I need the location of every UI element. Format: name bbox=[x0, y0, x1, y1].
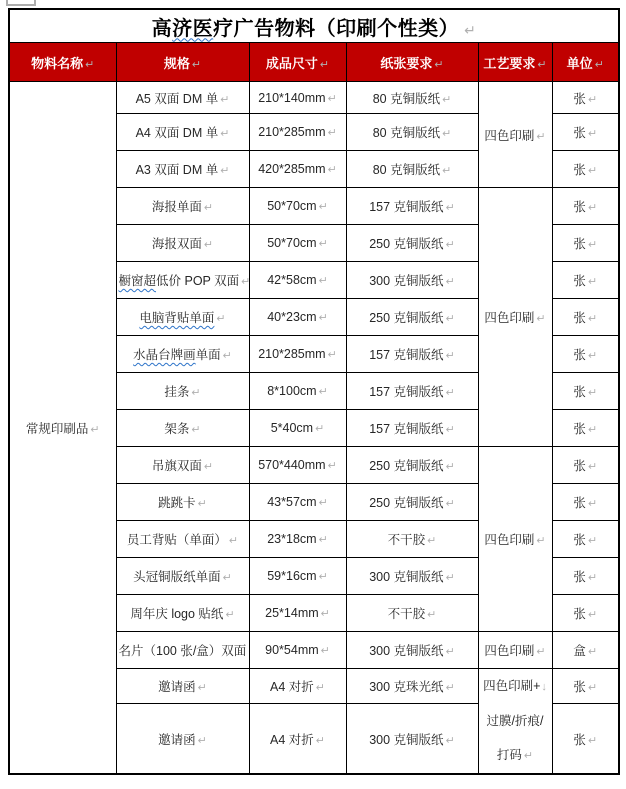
spec-cell: 橱窗超低价 POP 双面 ↵ bbox=[116, 262, 249, 299]
size-cell: A4 对折 ↵ bbox=[249, 669, 346, 704]
paper-cell: 80 克铜版纸 ↵ bbox=[346, 82, 478, 114]
size-cell: 42*58cm ↵ bbox=[249, 262, 346, 299]
paper-cell: 250 克铜版纸 ↵ bbox=[346, 484, 478, 521]
spec-cell: 海报双面 ↵ bbox=[116, 225, 249, 262]
process-cell: 四色印刷+ ↓过膜/折痕/打码 ↵ bbox=[478, 669, 552, 775]
process-cell: 四色印刷 ↵ bbox=[478, 82, 552, 188]
title-text-pre: 高 bbox=[151, 17, 173, 40]
spec-cell: 海报单面 ↵ bbox=[116, 188, 249, 225]
unit-cell: 张 ↵ bbox=[552, 225, 619, 262]
size-cell: 50*70cm ↵ bbox=[249, 225, 346, 262]
spec-cell: 吊旗双面 ↵ bbox=[116, 447, 249, 484]
unit-cell: 张 ↵ bbox=[552, 262, 619, 299]
unit-cell: 张 ↵ bbox=[552, 82, 619, 114]
size-cell: 43*57cm ↵ bbox=[249, 484, 346, 521]
spec-cell: 头冠铜版纸单面 ↵ bbox=[116, 558, 249, 595]
unit-cell: 张 ↵ bbox=[552, 299, 619, 336]
paper-cell: 157 克铜版纸 ↵ bbox=[346, 410, 478, 447]
title-text-wavy: 济医 bbox=[172, 17, 214, 40]
size-cell: 25*14mm ↵ bbox=[249, 595, 346, 632]
spec-cell: A5 双面 DM 单 ↵ bbox=[116, 82, 249, 114]
column-header-size: 成品尺寸 ↵ bbox=[249, 43, 346, 82]
size-cell: 210*285mm ↵ bbox=[249, 114, 346, 151]
size-cell: 23*18cm ↵ bbox=[249, 521, 346, 558]
spec-cell: 名片（100 张/盒）双面 ↵ bbox=[116, 632, 249, 669]
spec-cell: 电脑背贴单面 ↵ bbox=[116, 299, 249, 336]
paper-cell: 300 克珠光纸 ↵ bbox=[346, 669, 478, 704]
spec-cell: 员工背贴（单面） ↵ bbox=[116, 521, 249, 558]
spec-cell: 邀请函 ↵ bbox=[116, 704, 249, 774]
column-header-paper: 纸张要求 ↵ bbox=[346, 43, 478, 82]
paper-cell: 300 克铜版纸 ↵ bbox=[346, 632, 478, 669]
paper-cell: 250 克铜版纸 ↵ bbox=[346, 447, 478, 484]
process-cell: 四色印刷 ↵ bbox=[478, 632, 552, 669]
paper-cell: 不干胶 ↵ bbox=[346, 521, 478, 558]
size-cell: 40*23cm ↵ bbox=[249, 299, 346, 336]
table-header-row bbox=[9, 43, 619, 82]
unit-cell: 张 ↵ bbox=[552, 484, 619, 521]
materials-table bbox=[8, 8, 620, 775]
unit-cell: 张 ↵ bbox=[552, 669, 619, 704]
unit-cell: 张 ↵ bbox=[552, 521, 619, 558]
size-cell: 5*40cm ↵ bbox=[249, 410, 346, 447]
spec-cell: 架条 ↵ bbox=[116, 410, 249, 447]
spec-cell: A3 双面 DM 单 ↵ bbox=[116, 151, 249, 188]
table-row bbox=[9, 82, 619, 114]
spec-cell: 挂条 ↵ bbox=[116, 373, 249, 410]
paper-cell: 250 克铜版纸 ↵ bbox=[346, 225, 478, 262]
table-title bbox=[9, 9, 619, 43]
spec-cell: A4 双面 DM 单 ↵ bbox=[116, 114, 249, 151]
spec-cell: 邀请函 ↵ bbox=[116, 669, 249, 704]
size-cell: 8*100cm ↵ bbox=[249, 373, 346, 410]
size-cell: 50*70cm ↵ bbox=[249, 188, 346, 225]
paper-cell: 80 克铜版纸 ↵ bbox=[346, 114, 478, 151]
column-header-spec: 规格 ↵ bbox=[116, 43, 249, 82]
unit-cell: 张 ↵ bbox=[552, 151, 619, 188]
column-header-unit: 单位 ↵ bbox=[552, 43, 619, 82]
paper-cell: 300 克铜版纸 ↵ bbox=[346, 558, 478, 595]
spec-cell: 跳跳卡 ↵ bbox=[116, 484, 249, 521]
unit-cell: 张 ↵ bbox=[552, 188, 619, 225]
paper-cell: 157 克铜版纸 ↵ bbox=[346, 188, 478, 225]
table-row bbox=[9, 9, 619, 43]
size-cell: 210*140mm ↵ bbox=[249, 82, 346, 114]
spec-cell: 周年庆 logo 贴纸 ↵ bbox=[116, 595, 249, 632]
unit-cell: 盒 ↵ bbox=[552, 632, 619, 669]
paper-cell: 250 克铜版纸 ↵ bbox=[346, 299, 478, 336]
paper-cell: 300 克铜版纸 ↵ bbox=[346, 262, 478, 299]
process-cell: 四色印刷 ↵ bbox=[478, 447, 552, 632]
size-cell: 210*285mm ↵ bbox=[249, 336, 346, 373]
paper-cell: 80 克铜版纸 ↵ bbox=[346, 151, 478, 188]
unit-cell: 张 ↵ bbox=[552, 336, 619, 373]
spec-cell: 水晶台牌画单面 ↵ bbox=[116, 336, 249, 373]
unit-cell: 张 ↵ bbox=[552, 410, 619, 447]
unit-cell: 张 ↵ bbox=[552, 704, 619, 774]
unit-cell: 张 ↵ bbox=[552, 373, 619, 410]
paper-cell: 300 克铜版纸 ↵ bbox=[346, 704, 478, 774]
table-move-handle[interactable] bbox=[6, 0, 36, 6]
title-text-rest: 疗广告物料（印刷个性类） bbox=[213, 17, 460, 40]
column-header-process: 工艺要求 ↵ bbox=[478, 43, 552, 82]
size-cell: 570*440mm ↵ bbox=[249, 447, 346, 484]
unit-cell: 张 ↵ bbox=[552, 447, 619, 484]
paper-cell: 不干胶 ↵ bbox=[346, 595, 478, 632]
material-group-cell: 常规印刷品 ↵ bbox=[9, 82, 116, 775]
unit-cell: 张 ↵ bbox=[552, 558, 619, 595]
paper-cell: 157 克铜版纸 ↵ bbox=[346, 373, 478, 410]
size-cell: 420*285mm ↵ bbox=[249, 151, 346, 188]
paper-cell: 157 克铜版纸 ↵ bbox=[346, 336, 478, 373]
size-cell: 59*16cm ↵ bbox=[249, 558, 346, 595]
unit-cell: 张 ↵ bbox=[552, 114, 619, 151]
process-cell: 四色印刷 ↵ bbox=[478, 188, 552, 447]
size-cell: A4 对折 ↵ bbox=[249, 704, 346, 774]
column-header-material: 物料名称 ↵ bbox=[9, 43, 116, 82]
size-cell: 90*54mm ↵ bbox=[249, 632, 346, 669]
unit-cell: 张 ↵ bbox=[552, 595, 619, 632]
